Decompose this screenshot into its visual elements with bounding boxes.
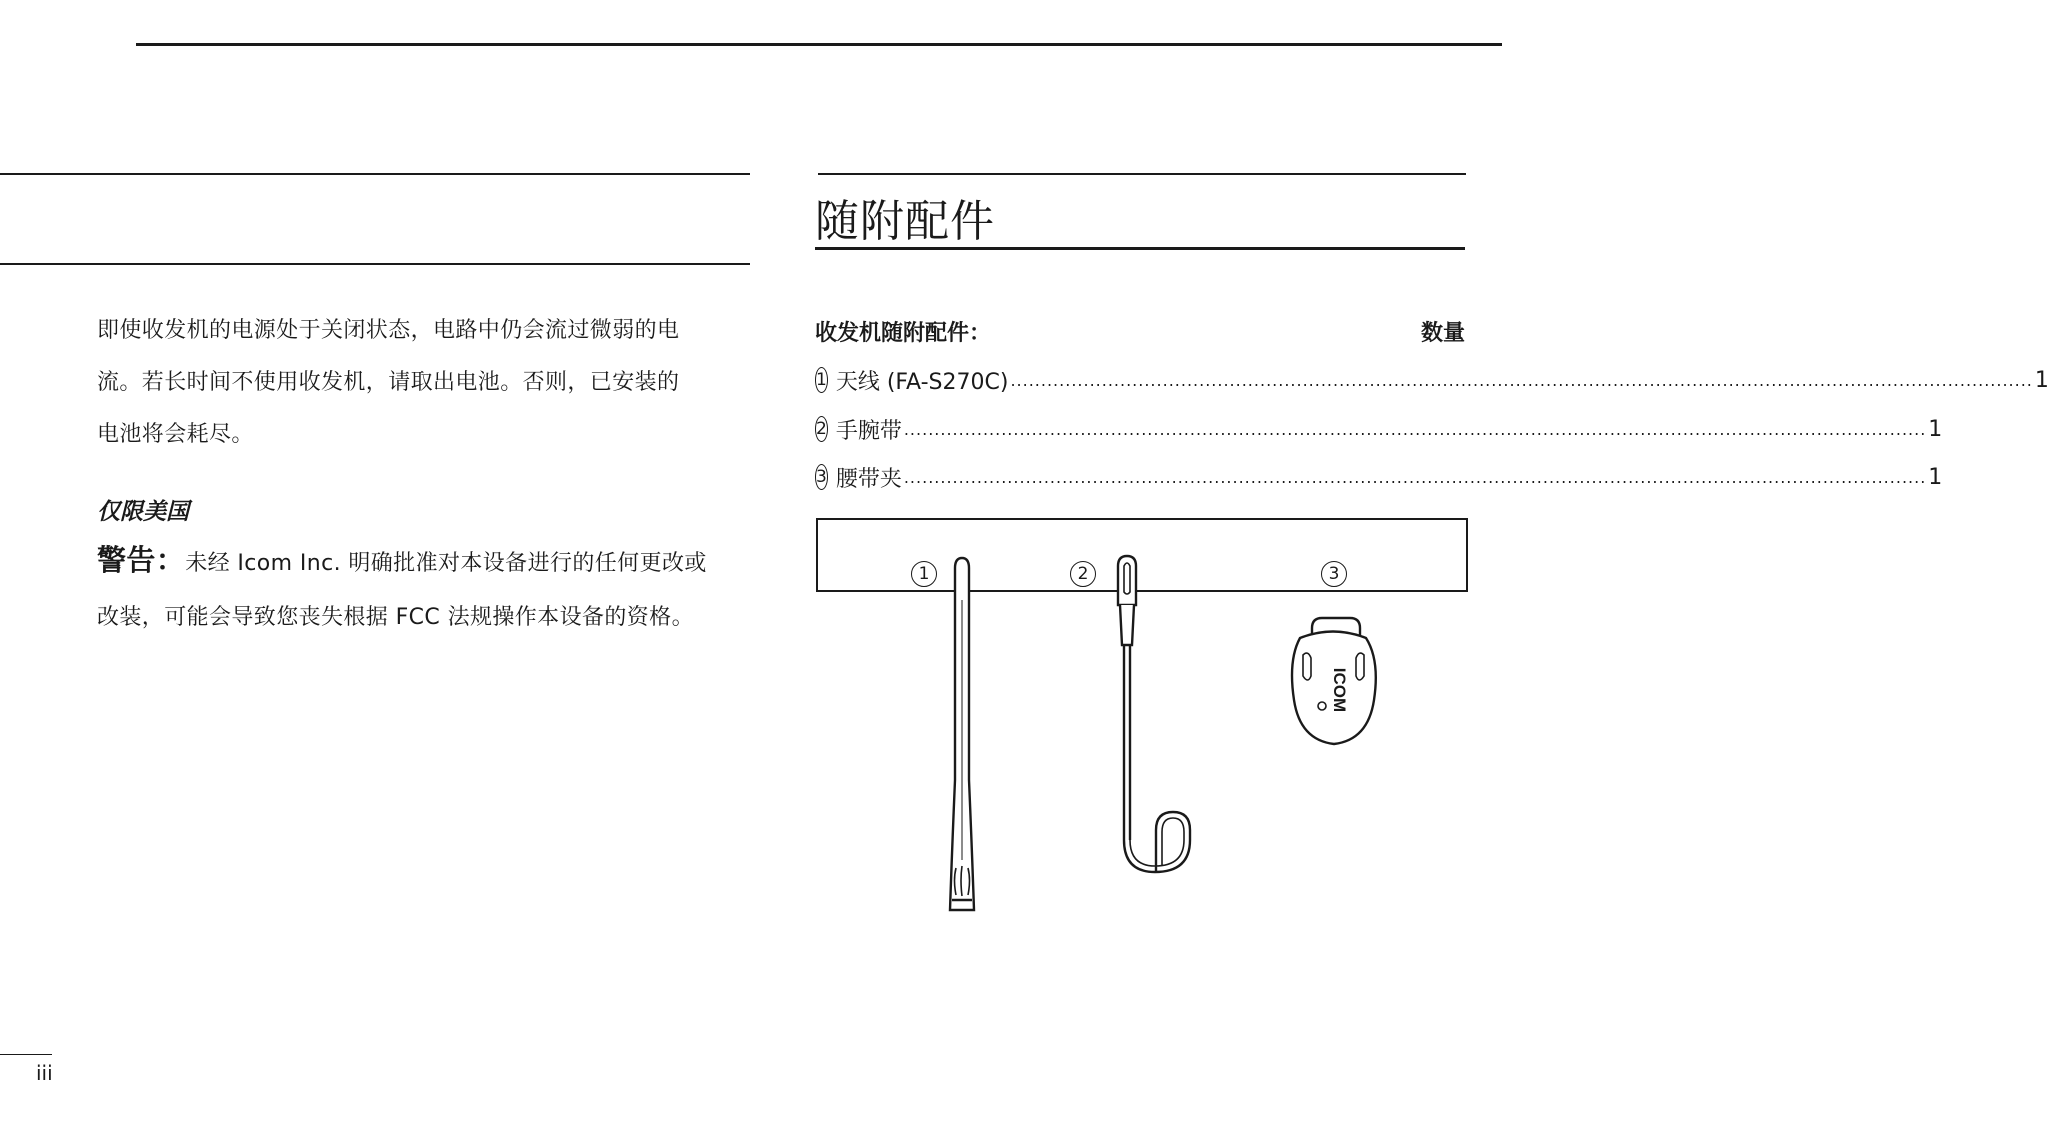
antenna-illustration: [950, 558, 974, 910]
warning-text-2: 改装，可能会导致您丧失根据 FCC 法规操作本设备的资格。: [97, 605, 694, 630]
page-title: 随附配件: [815, 196, 995, 247]
warning-text-1: 未经 Icom Inc. 明确批准对本设备进行的任何更改或: [185, 551, 707, 576]
item-number: 1: [815, 367, 828, 393]
paragraph-line: 流。若长时间不使用收发机，请取出电池。否则，已安装的: [97, 370, 680, 395]
item-name: 手腕带: [835, 418, 902, 444]
figure-label-3: 3: [1321, 561, 1347, 587]
item-name: 天线 (FA-S270C): [835, 369, 1009, 395]
figure-label-2: 2: [1070, 561, 1096, 587]
item-count: 1: [2034, 367, 2049, 393]
clip-logo-text: ICOM: [1330, 667, 1349, 713]
us-only-heading: 仅限美国: [97, 499, 189, 525]
list-header-label: 收发机随附配件：: [815, 321, 992, 346]
belt-clip-illustration: [1292, 618, 1376, 744]
paragraph-line: 电池将会耗尽。: [97, 422, 254, 447]
page-number: iii: [36, 1061, 53, 1085]
item-name: 腰带夹: [835, 466, 902, 492]
list-header-qty: 数量: [1420, 321, 1465, 346]
leader-dots: ........................................................................................................................................................................: [903, 468, 1927, 487]
paragraph-line: 即使收发机的电源处于关闭状态，电路中仍会流过微弱的电: [97, 318, 680, 343]
item-number: 3: [815, 464, 828, 490]
leader-dots: ........................................................................................................................................................................: [1010, 371, 2033, 390]
figure-label-1: 1: [911, 561, 937, 587]
item-count: 1: [1928, 464, 1943, 490]
footer-rule: [0, 1054, 52, 1055]
wrist-strap-illustration: [1118, 556, 1190, 872]
leader-dots: ........................................................................................................................................................................: [903, 420, 1927, 439]
warning-label: 警告：: [97, 543, 186, 577]
item-count: 1: [1928, 416, 1943, 442]
item-number: 2: [815, 416, 828, 442]
